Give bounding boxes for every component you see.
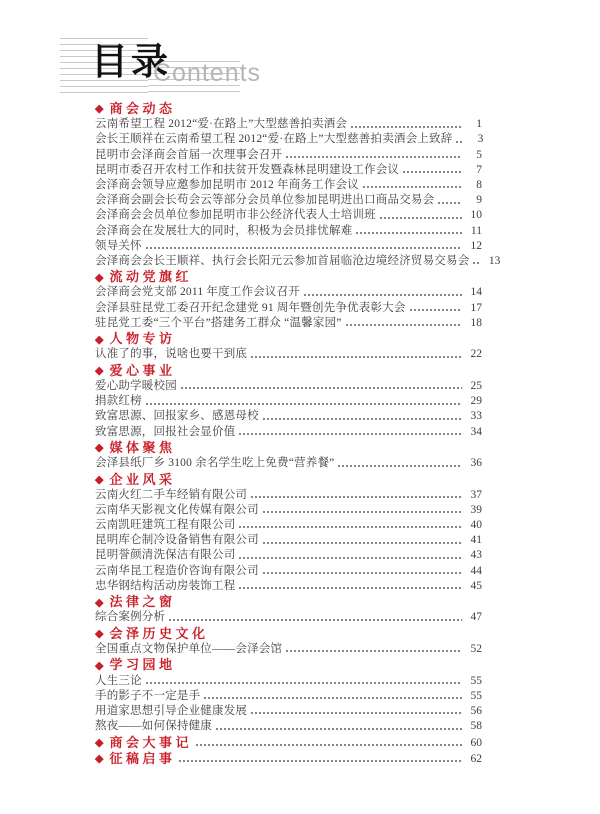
dot-leader xyxy=(250,487,462,502)
entry-title: 手的影子不一定是手 xyxy=(95,689,201,702)
section-header xyxy=(95,330,482,346)
entry-title: 用道家思想引导企业健康发展 xyxy=(95,704,248,717)
entry-title: 驻昆党工委“三个平台”搭建务工群众 “温馨家园” xyxy=(95,316,342,329)
page-number: 33 xyxy=(470,410,482,423)
section-label: 企业风采 xyxy=(109,471,176,487)
dot-leader xyxy=(178,750,462,766)
section-label: 人物专访 xyxy=(109,331,176,347)
diamond-bullet-icon: ◆ xyxy=(95,596,104,609)
dot-leader xyxy=(262,409,462,424)
dot-leader xyxy=(472,253,480,268)
section-header xyxy=(95,268,482,284)
entry-title: 云南华天影视文化传媒有限公司 xyxy=(95,503,259,516)
page-number: 43 xyxy=(470,549,482,562)
toc-entry xyxy=(95,703,482,718)
page-number: 13 xyxy=(488,254,501,267)
dot-leader xyxy=(409,300,462,315)
page-title-chinese: 目录 xyxy=(91,41,171,82)
dot-leader xyxy=(379,208,462,223)
toc-entry xyxy=(95,378,482,393)
section-label: 媒体聚焦 xyxy=(109,440,176,456)
page-number: 52 xyxy=(470,643,482,655)
toc-entry xyxy=(95,315,482,330)
entry-title: 会长王顺祥在云南希望工程 2012“爱·在路上”大型慈善拍卖酒会上致辞 xyxy=(95,133,453,146)
entry-title: 综合案例分析 xyxy=(95,611,166,624)
entry-title: 会泽商会党支部 2011 年度工作会议召开 xyxy=(95,286,301,299)
diamond-bullet-icon: ◆ xyxy=(95,753,104,766)
page-number: 58 xyxy=(470,720,482,733)
dot-leader xyxy=(437,192,462,207)
section-header xyxy=(95,100,482,116)
entry-title: 领导关怀 xyxy=(95,239,142,252)
toc-entry xyxy=(95,300,482,315)
toc-entry xyxy=(95,208,482,223)
dot-leader xyxy=(145,673,462,688)
dot-leader xyxy=(145,393,462,408)
entry-title: 云南火红二手车经销有限公司 xyxy=(95,488,248,501)
section-label: 流动党旗红 xyxy=(109,269,192,285)
dot-leader xyxy=(168,610,462,625)
toc-entry xyxy=(95,718,482,733)
page-number: 36 xyxy=(470,457,482,470)
toc-entry xyxy=(95,393,482,408)
toc-entry xyxy=(95,502,482,517)
page-number: 55 xyxy=(470,689,482,702)
page-number: 62 xyxy=(470,752,482,765)
toc-entry xyxy=(95,641,482,656)
page-number: 11 xyxy=(470,224,482,237)
diamond-bullet-icon: ◆ xyxy=(95,473,104,486)
section-label: 爱心事业 xyxy=(109,362,176,378)
diamond-bullet-icon: ◆ xyxy=(95,365,104,378)
section-label: 商会大事记 xyxy=(109,734,192,750)
page-number: 55 xyxy=(470,674,482,687)
toc-entry xyxy=(95,192,482,207)
page-number: 29 xyxy=(470,395,482,408)
entry-title: 会泽商会在发展壮大的同时，积极为会员排忧解难 xyxy=(95,224,353,237)
dot-leader xyxy=(238,424,462,439)
page-number: 17 xyxy=(470,301,482,314)
section-header xyxy=(95,362,482,378)
toc-entry xyxy=(95,455,482,470)
entry-title: 云南希望工程 2012“爱·在路上”大型慈善拍卖酒会 xyxy=(95,118,348,131)
entry-title: 会泽县纸厂乡 3100 余名学生吃上免费“营养餐” xyxy=(95,457,335,470)
dot-leader xyxy=(262,532,462,547)
entry-title: 忠华钢结构活动房装饰工程 xyxy=(95,579,236,592)
section-label: 征稿启事 xyxy=(109,751,176,766)
entry-title: 昆明市会泽商会首届一次理事会召开 xyxy=(95,148,283,161)
section-label: 商会动态 xyxy=(109,101,176,117)
page-number: 40 xyxy=(470,519,482,532)
page-number: 8 xyxy=(476,178,482,191)
entry-title: 会泽商会会长王顺祥、执行会长阳元云参加首届临沧边境经济贸易交易会 xyxy=(95,254,470,267)
dot-leader xyxy=(345,315,462,330)
entry-title: 昆明誉颜清洗保洁有限公司 xyxy=(95,549,236,562)
dot-leader xyxy=(355,223,462,238)
diamond-bullet-icon: ◆ xyxy=(95,736,104,749)
section-header xyxy=(95,471,482,487)
dot-leader xyxy=(285,641,462,656)
diamond-bullet-icon: ◆ xyxy=(95,333,104,346)
entry-title: 熬夜——如何保持健康 xyxy=(95,720,212,733)
dot-leader xyxy=(362,177,462,192)
dot-leader xyxy=(337,455,462,470)
toc-entry xyxy=(95,610,482,625)
toc-entry xyxy=(95,409,482,424)
dot-leader xyxy=(303,285,462,300)
dot-leader xyxy=(250,703,462,718)
dot-leader xyxy=(238,548,462,563)
page-number: 1 xyxy=(476,118,482,131)
page-number: 12 xyxy=(470,239,482,252)
toc-entry xyxy=(95,253,501,268)
dot-leader xyxy=(145,238,462,253)
dot-leader xyxy=(262,563,462,578)
page-number: 45 xyxy=(470,579,482,592)
page-number: 44 xyxy=(470,564,482,577)
diamond-bullet-icon: ◆ xyxy=(95,103,104,116)
entry-title: 会泽商会会员单位参加昆明市非公经济代表人士培训班 xyxy=(95,209,376,222)
section-header xyxy=(95,656,482,672)
page-number: 25 xyxy=(470,380,482,392)
page-number: 37 xyxy=(470,488,482,501)
page-number: 60 xyxy=(470,736,482,749)
page-number: 39 xyxy=(470,503,482,516)
masthead xyxy=(0,0,600,100)
toc-entry xyxy=(95,578,482,593)
entry-title: 云南华昆工程造价咨询有限公司 xyxy=(95,564,259,577)
toc-entry xyxy=(95,424,482,439)
toc-entry xyxy=(95,532,482,547)
page-number: 7 xyxy=(476,163,482,176)
toc-list xyxy=(95,100,501,766)
dot-leader xyxy=(215,718,462,733)
dot-leader xyxy=(285,147,462,162)
dot-leader xyxy=(180,378,462,393)
toc-entry xyxy=(95,147,482,162)
diamond-bullet-icon: ◆ xyxy=(95,628,104,641)
dot-leader xyxy=(262,502,462,517)
entry-title: 认准了的事，说啥也要干到底 xyxy=(95,348,248,361)
entry-title: 云南凯旺建筑工程有限公司 xyxy=(95,519,236,532)
page-number: 41 xyxy=(470,534,482,547)
dot-leader xyxy=(250,347,462,362)
entry-title: 会泽商会领导应邀参加昆明市 2012 年商务工作会议 xyxy=(95,178,359,191)
page-number: 34 xyxy=(470,425,482,438)
section-header xyxy=(95,439,482,455)
dot-leader xyxy=(203,688,462,703)
entry-title: 全国重点文物保护单位——会泽会馆 xyxy=(95,643,283,655)
page-number: 22 xyxy=(470,348,482,361)
toc-entry xyxy=(95,688,482,703)
section-label: 会泽历史文化 xyxy=(109,625,209,641)
page-number: 9 xyxy=(476,194,482,207)
entry-title: 会泽县驻昆党工委召开纪念建党 91 周年暨创先争优表彰大会 xyxy=(95,301,406,314)
diamond-bullet-icon: ◆ xyxy=(95,442,104,455)
entry-title: 捐款红榜 xyxy=(95,395,142,408)
entry-title: 致富思源、回报家乡、感恩母校 xyxy=(95,410,259,423)
diamond-bullet-icon: ◆ xyxy=(95,659,104,672)
toc-entry xyxy=(95,223,482,238)
toc-entry xyxy=(95,238,482,253)
dot-leader xyxy=(195,734,462,750)
toc-entry xyxy=(95,548,482,563)
toc-entry xyxy=(95,347,482,362)
section-header xyxy=(95,734,482,750)
section-header xyxy=(95,625,482,641)
entry-title: 爱心助学暖校园 xyxy=(95,380,177,392)
dot-leader xyxy=(238,517,462,532)
toc-entry xyxy=(95,563,482,578)
entry-title: 致富思源，回报社会显价值 xyxy=(95,425,236,438)
toc-entry xyxy=(95,116,482,131)
dot-leader xyxy=(402,162,462,177)
section-header xyxy=(95,750,482,766)
toc-entry xyxy=(95,285,482,300)
page-number: 14 xyxy=(470,286,482,299)
page-number: 10 xyxy=(470,209,482,222)
entry-title: 人生三论 xyxy=(95,674,142,687)
dot-leader xyxy=(455,132,463,147)
entry-title: 昆明库仑制冷设备销售有限公司 xyxy=(95,534,259,547)
page-number: 47 xyxy=(470,611,482,624)
entry-title: 会泽商会副会长苟会云等部分会员单位参加昆明进出口商品交易会 xyxy=(95,194,435,207)
dot-leader xyxy=(238,578,462,593)
section-label: 法律之窗 xyxy=(109,594,176,610)
toc-entry xyxy=(95,673,482,688)
page-title-english: Contents xyxy=(153,59,262,87)
toc-entry xyxy=(95,517,482,532)
toc-entry xyxy=(95,132,482,147)
section-header xyxy=(95,593,482,609)
page-number: 18 xyxy=(470,316,482,329)
page-number: 56 xyxy=(470,704,482,717)
diamond-bullet-icon: ◆ xyxy=(95,271,104,284)
page-number: 5 xyxy=(476,148,482,161)
section-label: 学习园地 xyxy=(109,657,176,673)
dot-leader xyxy=(350,116,462,131)
toc-entry xyxy=(95,162,482,177)
entry-title: 昆明市委召开农村工作和扶贫开发暨森林昆明建设工作会议 xyxy=(95,163,400,176)
toc-entry xyxy=(95,177,482,192)
page-number: 3 xyxy=(477,133,484,146)
toc-entry xyxy=(95,487,482,502)
